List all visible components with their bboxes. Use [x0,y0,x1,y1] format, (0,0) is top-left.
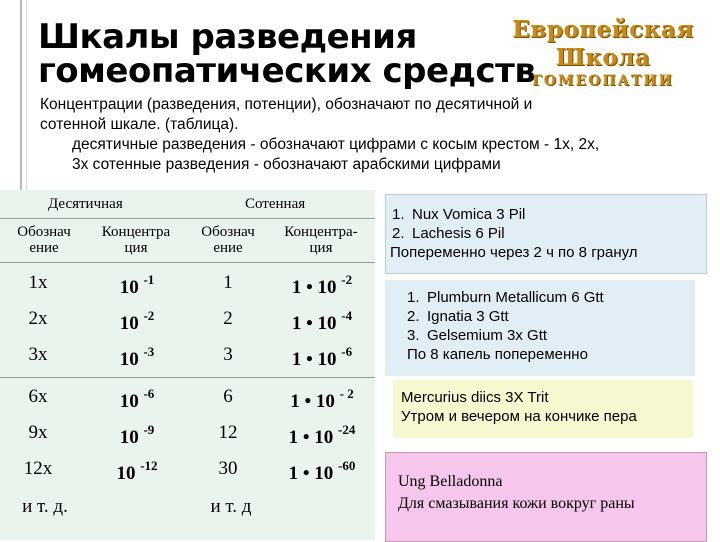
logo-line-1: Европейская Школа [512,16,694,71]
intro-line-3: десятичные разведения - обозначают цифрами с косым крестом - 1х, 2х, [72,136,600,153]
header-centesimal: Сотенная [245,196,306,212]
exponent: -6 [143,386,155,401]
exponent: -1 [143,272,155,287]
base: 1 • 10 [291,349,337,370]
col-header-text: ция [124,240,148,256]
dec-notation: 12х [23,458,53,479]
base: 1 • 10 [288,463,334,484]
col-header-text: ение [29,240,59,256]
exponent: -2 [341,272,353,287]
intro-text [40,95,700,175]
prescription-box-4 [385,452,707,542]
slide-title [38,17,536,91]
col-header-text: Обознач [201,224,255,240]
etc-centesimal: и т. д [210,496,252,517]
exponent: -24 [338,422,356,437]
dec-notation: 2х [28,308,48,329]
prescription-box-3 [393,380,693,438]
cent-notation: 30 [218,458,238,479]
dec-concentration [92,458,182,485]
intro-line-2: сотенной шкале. (таблица). [40,116,239,133]
exponent: -60 [338,458,356,473]
dec-concentration [92,386,182,413]
dec-concentration [92,272,182,299]
cent-notation: 6 [223,386,233,407]
col-header-cent-notation [190,224,266,256]
base: 10 [119,277,139,298]
cent-concentration [272,422,372,449]
title-line-2: гомеопатических средств [38,51,536,91]
prescription-box-2 [385,280,695,376]
base: 1 • 10 [290,391,335,412]
list-item [386,224,706,243]
col-header-text: ение [213,240,243,256]
base: 10 [119,349,139,370]
prescription-box-1 [385,194,707,274]
item-number: 2. [407,308,420,325]
header-divider [0,218,375,219]
item-number: 1. [392,206,405,223]
cent-notation: 1 [223,272,233,293]
dec-concentration [92,344,182,371]
list-item [386,205,706,224]
exponent: - 2 [339,386,354,401]
base: 10 [119,427,139,448]
dec-concentration [92,422,182,449]
box-line-1: Ung Belladonna [398,473,503,490]
box-line-2: Для смазывания кожи вокруг раны [398,495,635,512]
col-header-dec-notation [4,224,84,256]
col-header-cent-concentration [272,224,370,256]
cent-notation: 3 [223,344,233,365]
title-line-1: Шкалы разведения [38,17,417,57]
item-text: Lachesis 6 Pil [412,225,505,242]
box-line-1: Mercurius diics 3X Trit [401,389,549,406]
exponent: -12 [140,458,158,473]
item-text: Nux Vomica 3 Pil [412,206,526,223]
header-divider [0,262,375,263]
intro-line-4: 3х сотенные разведения - обозначают арабскими цифрами [72,156,501,173]
base: 10 [119,313,139,334]
item-number: 2. [392,225,405,242]
header-decimal: Десятичная [48,196,123,212]
item-text: Gelsemium 3x Gtt [427,327,548,344]
cent-concentration [272,458,372,485]
dec-notation: 1х [28,272,48,293]
cent-concentration [272,308,372,335]
base: 1 • 10 [291,313,337,334]
row-divider [0,377,375,378]
exponent: -4 [341,308,353,323]
exponent: -3 [143,344,155,359]
dec-concentration [92,308,182,335]
dec-notation: 6х [28,386,48,407]
exponent: -9 [143,422,155,437]
list-item [401,326,695,345]
item-number: 1. [407,289,420,306]
box-note: Попеременно через 2 ч по 8 гранул [390,244,638,261]
col-header-text: Концентра [101,224,171,240]
col-header-text: Обознач [17,224,71,240]
item-text: Ignatia 3 Gtt [427,308,509,325]
base: 10 [116,463,136,484]
box-line-2: Утром и вечером на кончике пера [401,408,637,425]
logo-line-2: ГОМЕОПАТИИ [532,73,674,89]
list-item [401,307,695,326]
col-header-text: Концентра- [284,224,358,240]
exponent: -2 [143,308,155,323]
cent-notation: 2 [223,308,233,329]
cent-concentration [272,344,372,371]
item-number: 3. [407,327,420,344]
base: 10 [119,391,139,412]
exponent: -6 [341,344,353,359]
col-header-text: ция [309,240,333,256]
cent-notation: 12 [218,422,238,443]
dec-notation: 3х [28,344,48,365]
etc-decimal: и т. д. [22,496,68,517]
base: 1 • 10 [291,277,337,298]
base: 1 • 10 [288,427,334,448]
dilution-table [0,190,375,540]
box-note: По 8 капель попеременно [407,346,588,363]
list-item [401,288,695,307]
col-header-dec-concentration [88,224,184,256]
intro-line-1: Концентрации (разведения, потенции), обозначают по десятичной и [40,96,533,113]
item-text: Plumburn Metallicum 6 Gtt [427,289,604,306]
cent-concentration [272,386,372,413]
dec-notation: 9х [28,422,48,443]
school-logo [486,16,720,90]
cent-concentration [272,272,372,299]
